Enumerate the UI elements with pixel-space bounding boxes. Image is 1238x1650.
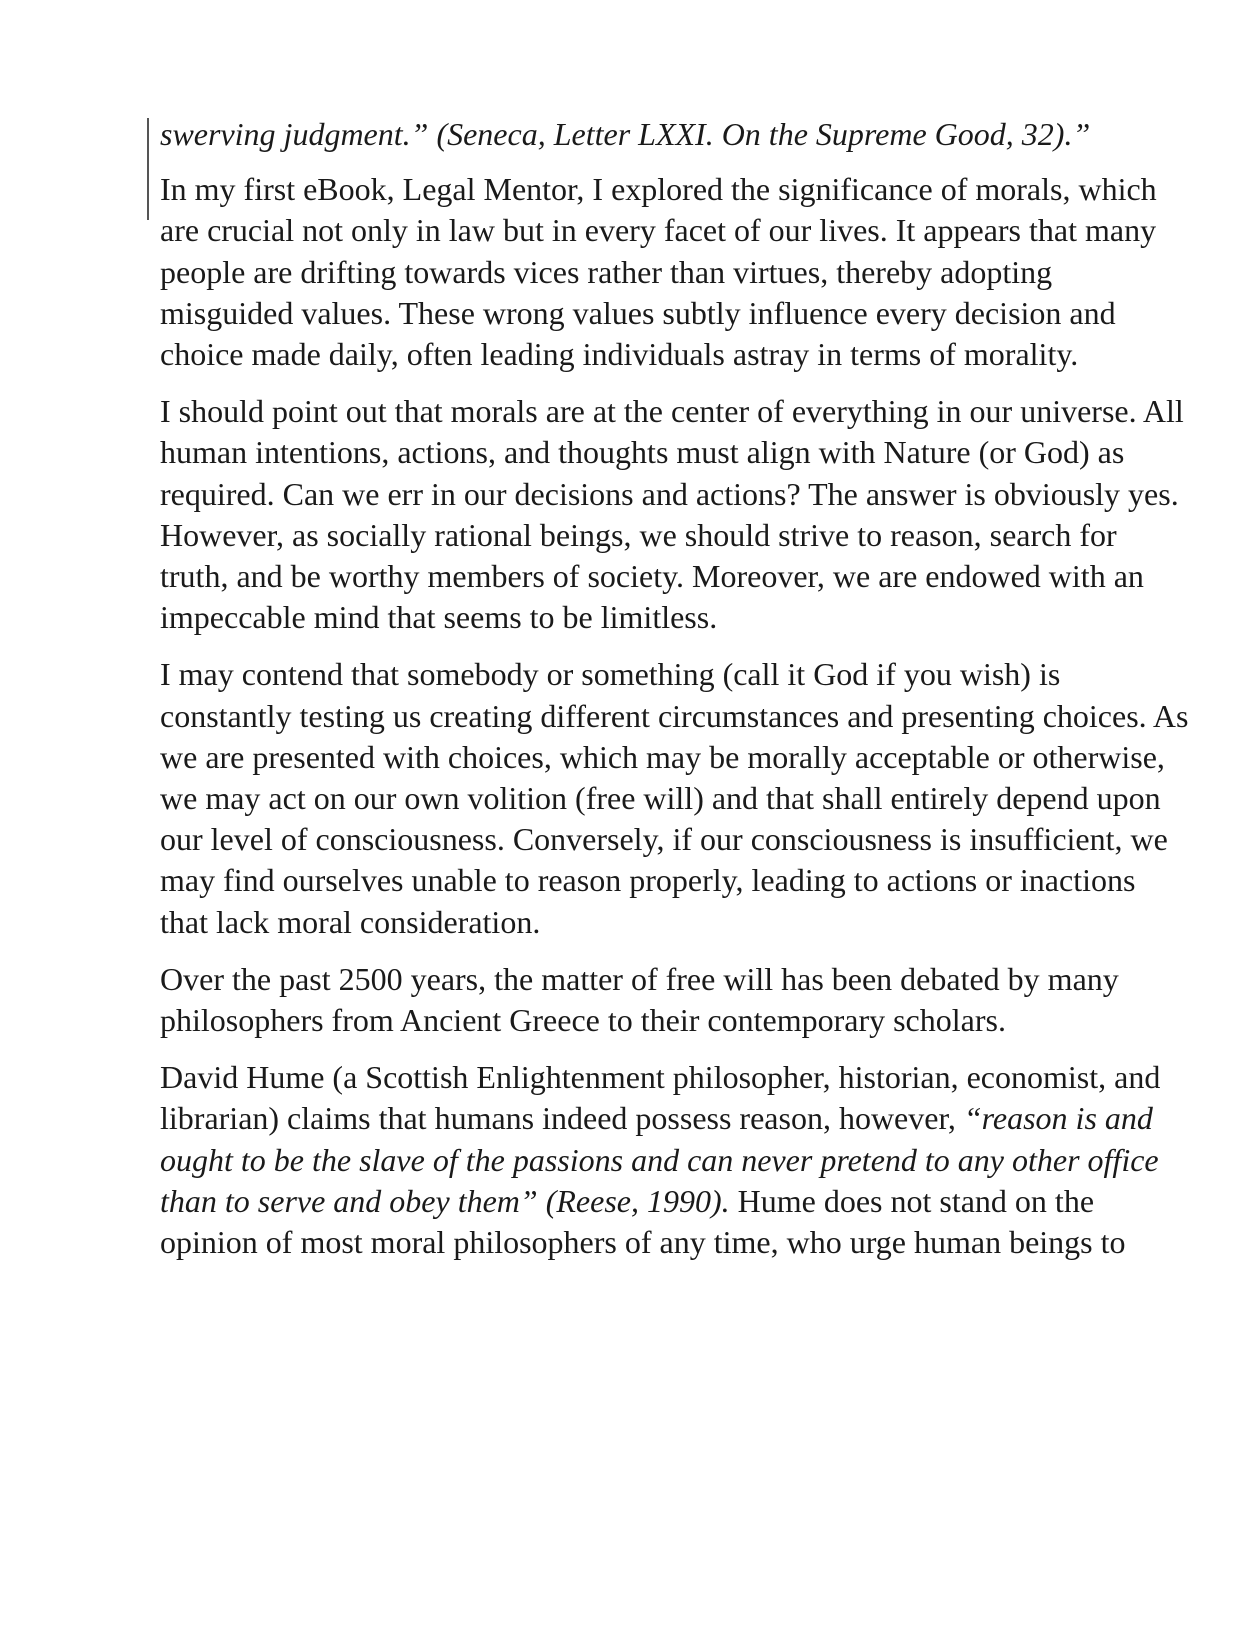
hume-quote: “reason is and ought to be the slave of the passions and can never pretend to any other office than to serve and obey them” (Reese, 1990). bbox=[160, 1100, 1159, 1219]
paragraph-2: I should point out that morals are at the center of everything in our universe. All human intentions, actions, and thoughts must align with Nature (or God) as required. Can we err in our decisions and actions? The answer is obviously yes. However, as socially rational beings, we should strive to reason, search for truth, and be worthy members of society. Moreover, we are endowed with an impeccable mind that seems to be limitless. bbox=[160, 393, 1184, 636]
quote-text: swerving judgment.” (Seneca, Letter LXXI. On the Supreme Good, 32).” bbox=[160, 116, 1091, 152]
block-quote bbox=[160, 114, 1190, 155]
paragraph-1: In my first eBook, Legal Mentor, I explored the significance of morals, which are crucial not only in law but in every facet of our lives. It appears that many people are drifting towards vices rather than virtues, thereby adopting misguided values. These wrong values subtly influence every decision and choice made daily, often leading individuals astray in terms of morality. bbox=[160, 171, 1157, 373]
paragraph-5-intro: David Hume (a Scottish Enlightenment philosopher, historian, economist, and librarian) claims that humans indeed possess reason, however, bbox=[160, 1059, 1161, 1137]
paragraph-5 bbox=[160, 1057, 1190, 1263]
body-text bbox=[160, 114, 1190, 1279]
paragraph-5-rest: Hume does not stand on the opinion of most moral philosophers of any time, who urge human beings to bbox=[160, 1182, 1126, 1261]
quote-bar bbox=[147, 118, 149, 220]
paragraph-3: I may contend that somebody or something (call it God if you wish) is constantly testing us creating different circumstances and presenting choices. As we are presented with choices, which may be morally acceptable or otherwise, we may act on our own volition (free will) and that shall entirely depend upon our level of consciousness. Conversely, if our consciousness is insufficient, we may find ourselves unable to reason properly, leading to actions or inactions that lack moral consideration. bbox=[160, 656, 1189, 940]
paragraph-4: Over the past 2500 years, the matter of free will has been debated by many philosophers from Ancient Greece to their contemporary scholars. bbox=[160, 960, 1119, 1039]
